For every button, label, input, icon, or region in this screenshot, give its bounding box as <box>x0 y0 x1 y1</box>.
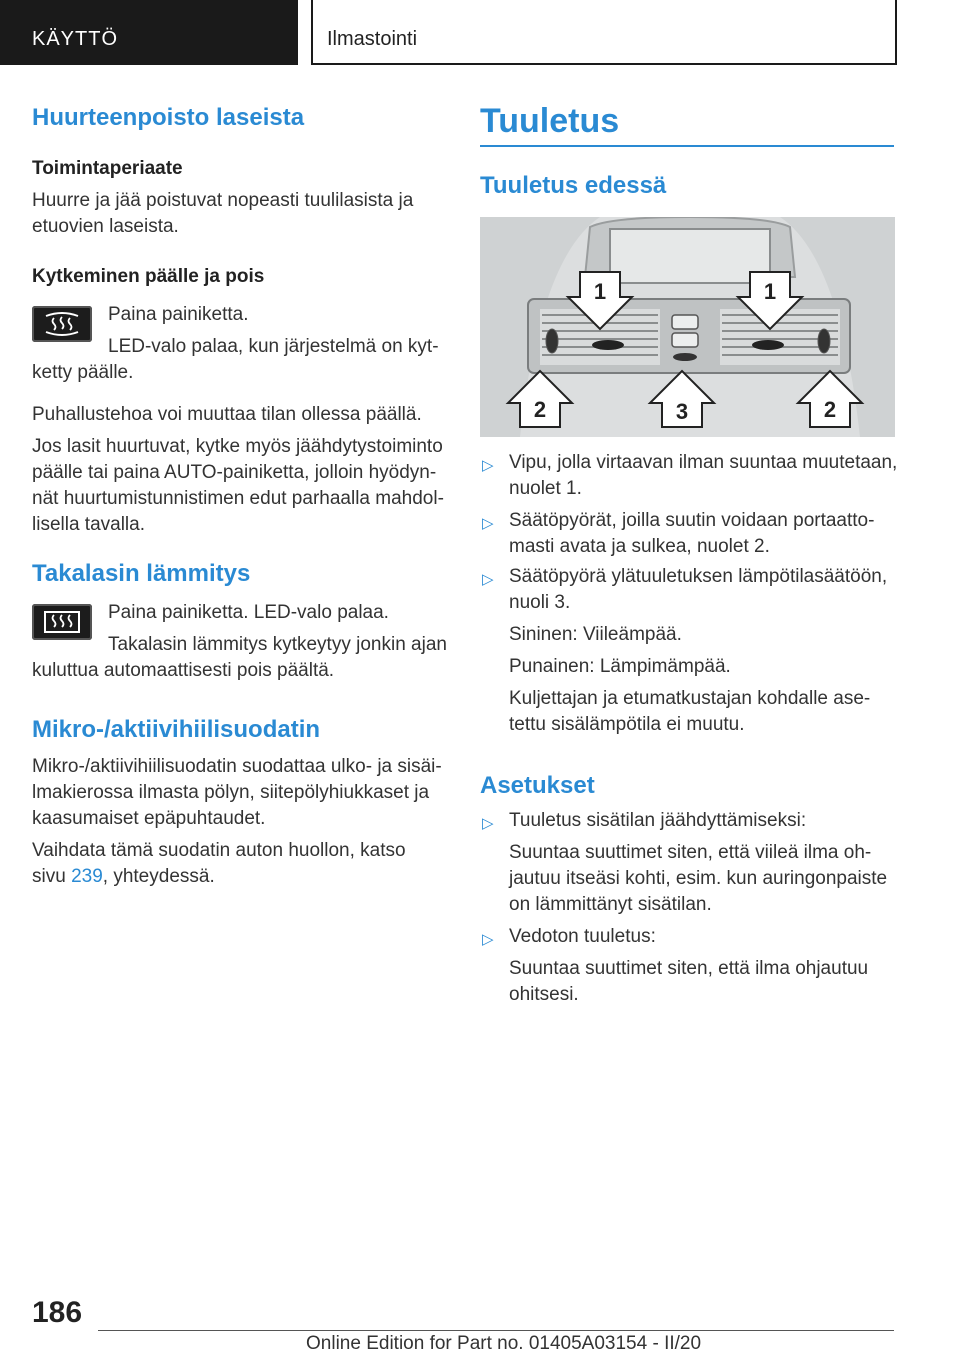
bullet-icon: ▷ <box>482 515 494 532</box>
settings-line: Suuntaa suuttimet siten, että viileä ilma oh- <box>509 842 872 863</box>
callout-label: 1 <box>593 279 607 304</box>
bullet-extra: tettu sisälämpötila ei muutu. <box>509 714 745 735</box>
filter-line: Vaihdata tämä suodatin auton huollon, katso <box>32 840 406 861</box>
filter-line: lmakierossa ilmasta pölyn, siitepölyhiukkaset ja <box>32 782 430 803</box>
rear-press-text: Paina painiketta. LED-valo palaa. <box>108 602 389 623</box>
principle-line: etuovien laseista. <box>32 216 179 237</box>
ventilation-front-title: Tuuletus edessä <box>480 172 667 199</box>
rear-auto-text-cont: kuluttua automaattisesti pois päältä. <box>32 660 335 681</box>
bullet-extra: Kuljettajan ja etumatkustajan kohdalle ase- <box>509 688 871 709</box>
bullet-line: masti avata ja sulkea, nuolet 2. <box>509 536 770 557</box>
bullet-icon: ▷ <box>482 931 494 948</box>
edition-text: Online Edition for Part no. 01405A03154 - II/20 <box>306 1333 702 1354</box>
bullet-line: nuolet 1. <box>509 478 582 499</box>
ref-prefix: sivu <box>32 866 72 887</box>
callout-label: 1 <box>763 279 777 304</box>
dashboard-vents-figure <box>480 217 895 437</box>
led-text-cont: ketty päälle. <box>32 362 134 383</box>
defrost-title: Huurteenpoisto laseista <box>32 104 305 131</box>
settings-line: Suuntaa suuttimet siten, että ilma ohjautuu <box>509 958 869 979</box>
bullet-line: Vipu, jolla virtaavan ilman suuntaa muutetaan, <box>509 452 898 473</box>
filter-line: kaasumaiset epäpuhtaudet. <box>32 808 266 829</box>
rear-auto-text: Takalasin lämmitys kytkeytyy jonkin ajan <box>108 634 447 655</box>
ventilation-title: Tuuletus <box>480 102 620 140</box>
onoff-heading: Kytkeminen päälle ja pois <box>32 266 265 287</box>
fog-line: päälle tai paina AUTO-painiketta, jolloin hyödyn- <box>32 462 437 483</box>
title-rule <box>480 145 894 147</box>
bullet-line: Säätöpyörät, joilla suutin voidaan portaatto- <box>509 510 875 531</box>
filter-line: Mikro-/aktiivihiilisuodatin suodattaa ulko- ja sisäi- <box>32 756 442 777</box>
settings-line: on lämmittänyt sisätilan. <box>509 894 712 915</box>
callout-label: 3 <box>675 399 689 424</box>
fog-line: lisella tavalla. <box>32 514 145 535</box>
filter-ref <box>32 864 215 890</box>
bullet-line: Säätöpyörä ylätuuletuksen lämpötilasäätöön, <box>509 566 888 587</box>
led-text: LED-valo palaa, kun järjestelmä on kyt- <box>108 336 439 357</box>
settings-line: ohitsesi. <box>509 984 579 1005</box>
settings-lead: Vedoton tuuletus: <box>509 926 656 947</box>
fog-line: nät huurtumistunnistimen edut parhaalla mahdol- <box>32 488 444 509</box>
rear-title: Takalasin lämmitys <box>32 560 251 587</box>
principle-heading: Toimintaperiaate <box>32 158 183 179</box>
press-button-text: Paina painiketta. <box>108 304 249 325</box>
settings-title: Asetukset <box>480 772 595 799</box>
chapter-tab <box>311 0 897 65</box>
page-number: 186 <box>32 1296 83 1329</box>
chapter-label: Ilmastointi <box>327 28 418 50</box>
section-label: KÄYTTÖ <box>32 28 119 50</box>
bullet-line: nuoli 3. <box>509 592 571 613</box>
footer-rule <box>98 1330 894 1331</box>
settings-lead: Tuuletus sisätilan jäähdyttämiseksi: <box>509 810 807 831</box>
fog-line: Jos lasit huurtuvat, kytke myös jäähdytystoiminto <box>32 436 443 457</box>
callout-label: 2 <box>533 397 547 422</box>
fan-text: Puhallustehoa voi muuttaa tilan ollessa päällä. <box>32 404 422 425</box>
bullet-icon: ▷ <box>482 571 494 588</box>
filter-title: Mikro-/aktiivihiilisuodatin <box>32 716 321 743</box>
bullet-extra: Punainen: Lämpimämpää. <box>509 656 731 677</box>
bullet-icon: ▷ <box>482 457 494 474</box>
front-defrost-icon <box>32 306 92 342</box>
page-link[interactable]: 239 <box>71 866 103 887</box>
principle-line: Huurre ja jää poistuvat nopeasti tuulilasista ja <box>32 190 414 211</box>
callout-label: 2 <box>823 397 837 422</box>
bullet-extra: Sininen: Viileämpää. <box>509 624 682 645</box>
settings-line: jautuu itseäsi kohti, esim. kun auringonpaiste <box>509 868 888 889</box>
rear-defrost-icon <box>32 604 92 640</box>
ref-suffix: , yhteydessä. <box>102 866 215 887</box>
bullet-icon: ▷ <box>482 815 494 832</box>
section-tab <box>0 0 298 65</box>
